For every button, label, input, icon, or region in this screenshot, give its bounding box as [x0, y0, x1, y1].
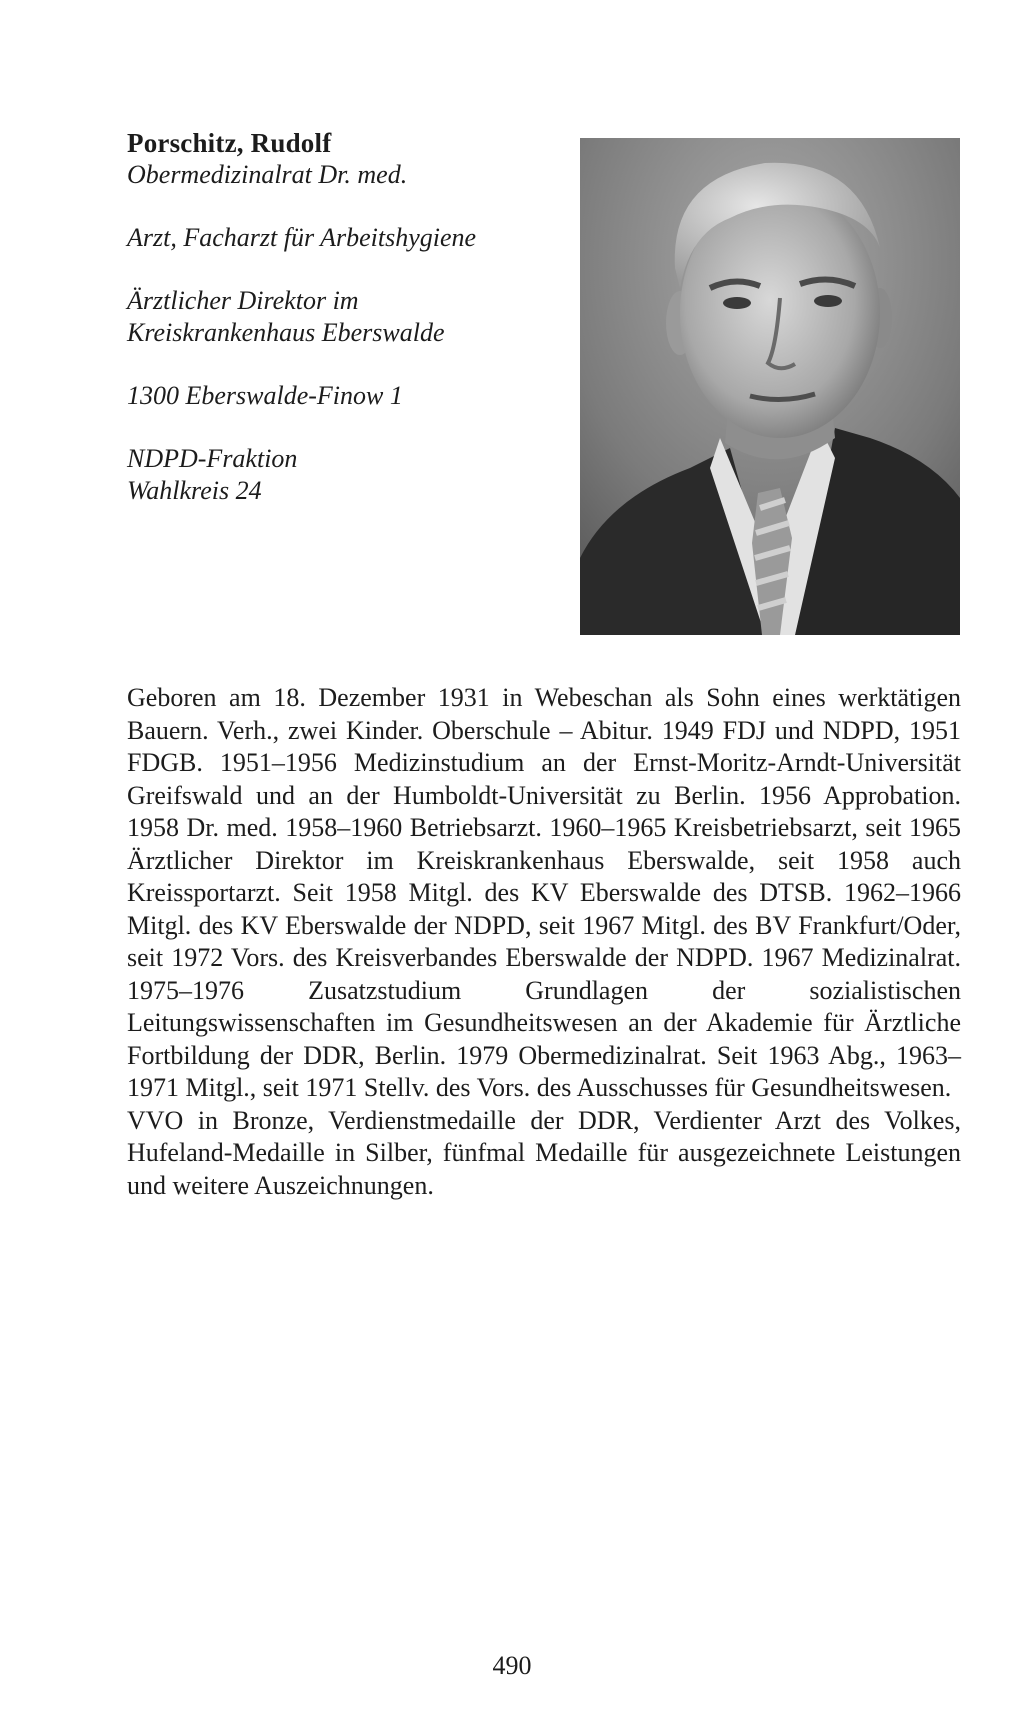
member-header — [127, 127, 557, 507]
member-position-line2: Kreiskrankenhaus Eberswalde — [127, 318, 445, 347]
biography-paragraph-1: Geboren am 18. Dezember 1931 in Webeschan als Sohn eines werktätigen Bauern. Verh., zwei Kinder. Oberschule – Abitur. 1949 FDJ und NDPD, 1951 FDGB. 1951–1956 Medizinstudium an der Ernst-Moritz-Arndt-Universität Greifswald und an der Humboldt-Universität zu Berlin. 1956 Approbation. 1958 Dr. med. 1958–1960 Betriebsarzt. 1960–1965 Kreisbetriebsarzt, seit 1965 Ärztlicher Direktor im Kreiskrankenhaus Eberswalde, seit 1958 auch Kreissportarzt. Seit 1958 Mitgl. des KV Eberswalde des DTSB. 1962–1966 Mitgl. des KV Eberswalde der NDPD, seit 1967 Mitgl. des BV Frankfurt/Oder, seit 1972 Vors. des Kreisverbandes Eberswalde der NDPD. 1967 Medizinalrat. 1975–1976 Zusatzstudium Grundlagen der sozialistischen Leitungswissenschaften im Gesundheitswesen an der Akademie für Ärztliche Fortbildung der DDR, Berlin. 1979 Obermedizinalrat. Seit 1963 Abg., 1963–1971 Mitgl., seit 1971 Stellv. des Vors. des Ausschusses für Gesundheitswesen. — [127, 683, 961, 1102]
portrait-photo — [580, 138, 960, 635]
member-title: Obermedizinalrat Dr. med. — [127, 160, 408, 189]
member-name: Porschitz, Rudolf — [127, 128, 332, 158]
member-position-line1: Ärztlicher Direktor im — [127, 286, 359, 315]
member-profession: Arzt, Facharzt für Arbeitshygiene — [127, 223, 477, 252]
biography-paragraph-2: VVO in Bronze, Verdienstmedaille der DDR, Verdienter Arzt des Volkes, Hufeland-Medaille in Silber, fünfmal Medaille für ausgezeichnete Leistungen und weitere Auszeichnungen. — [127, 1105, 961, 1200]
biography — [127, 682, 961, 1202]
portrait-illustration — [580, 138, 960, 635]
page-number: 490 — [492, 1651, 532, 1680]
member-constituency: Wahlkreis 24 — [127, 476, 262, 505]
member-faction: NDPD-Fraktion — [127, 444, 298, 473]
member-address: 1300 Eberswalde-Finow 1 — [127, 381, 403, 410]
